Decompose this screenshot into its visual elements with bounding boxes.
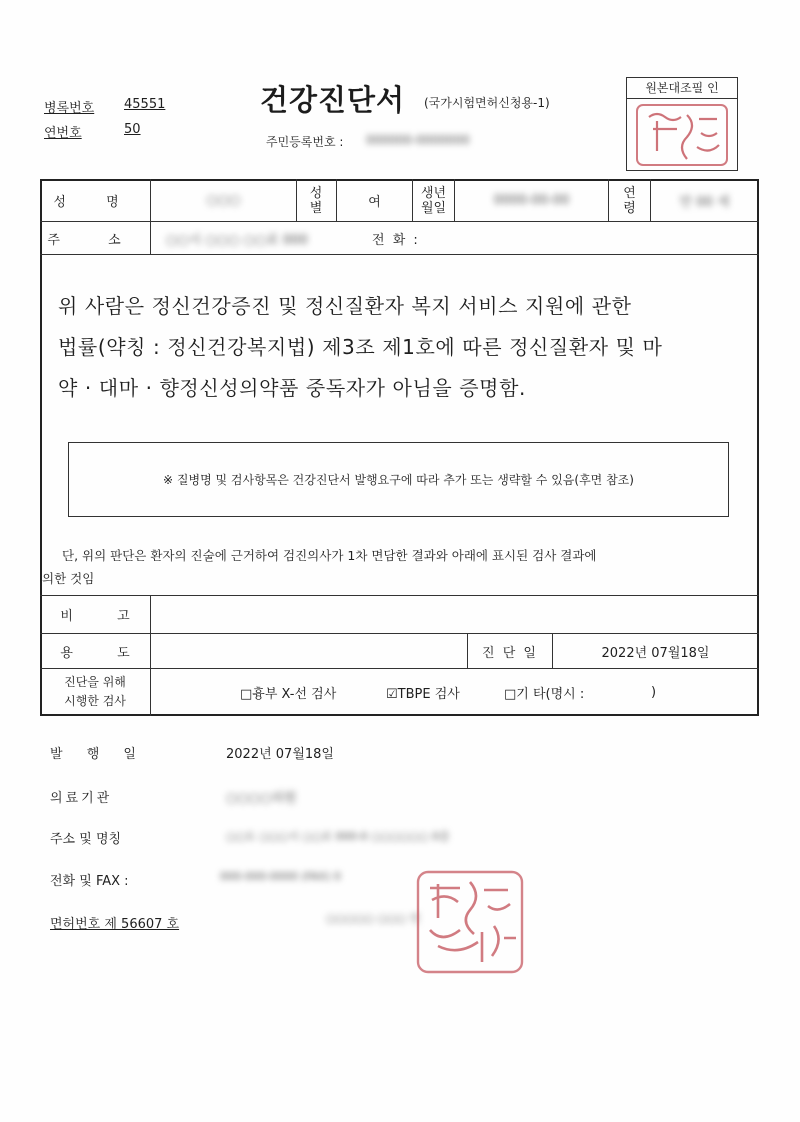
resident-number-value: 000000-0000000 <box>366 133 470 147</box>
original-verified-stamp-box <box>626 77 738 171</box>
license-number: 면허번호 제 56607 호 <box>50 917 180 932</box>
row-divider <box>40 668 759 669</box>
registration-number-label: 병록번호 <box>44 101 95 116</box>
statement-line-1: 위 사람은 정신건강증진 및 정신질환자 복지 서비스 지원에 관한 <box>58 294 632 318</box>
statement-line-2: 법률(약칭 : 정신건강복지법) 제3조 제1호에 따른 정신질환자 및 마 <box>58 335 663 359</box>
address-label: 주 소 <box>47 232 143 248</box>
name-label: 성 명 <box>53 195 137 210</box>
remarks-label: 비 고 <box>60 609 150 624</box>
column-divider <box>150 595 151 716</box>
address-and-name-value: ○○도 ○○○시 ○○로 000-0 ○○○○○○ 0층 <box>226 830 450 843</box>
issue-date-label: 발 행 일 <box>50 747 146 762</box>
phone-label: 전 화 : <box>372 232 420 248</box>
document-subtitle: (국가시험면허신청용-1) <box>424 96 550 110</box>
name-value: ○○○ <box>206 193 241 208</box>
tests-label-line-2: 시행한 검사 <box>64 694 126 708</box>
diagnosis-date-value: 2022년 07월18일 <box>601 645 710 661</box>
medical-institution-label: 의료기관 <box>50 791 113 806</box>
age-label: 연령 <box>623 185 636 216</box>
column-divider <box>296 179 297 221</box>
statement-line-3: 약 · 대마 · 향정신성의약품 중독자가 아님을 증명함. <box>58 376 526 400</box>
serial-number-value: 50 <box>124 122 141 137</box>
sex-label: 성별 <box>309 185 323 216</box>
resident-number-label: 주민등록번호 : <box>266 135 344 149</box>
serial-number-label: 연번호 <box>44 126 82 141</box>
tests-label-line-1: 진단을 위해 <box>64 675 126 689</box>
registration-number-value: 45551 <box>124 97 166 112</box>
purpose-label: 용 도 <box>60 645 150 661</box>
document-title: 건강진단서 <box>260 83 406 117</box>
test-tbpe: ☑TBPE 검사 <box>386 686 460 702</box>
diagnosis-date-label: 진 단 일 <box>482 645 538 661</box>
issue-date-value: 2022년 07월18일 <box>226 747 334 762</box>
original-verified-seal-icon <box>627 99 737 171</box>
certification-statement <box>58 286 758 409</box>
sex-value: 여 <box>368 195 381 210</box>
birth-date-value: 0000-00-00 <box>493 193 570 208</box>
age-value: 만 00 세 <box>679 195 730 210</box>
stamp-box-header: 원본대조필 인 <box>627 78 737 99</box>
test-other: □기 타(명시 : <box>504 686 585 702</box>
note-box <box>68 442 729 517</box>
disclaimer-line-1: 단, 위의 판단은 환자의 진술에 근거하여 검진의사가 1차 면담한 결과와 아래에 표시된 검사 결과에 <box>62 548 597 563</box>
disclaimer-line-2: 의한 것임 <box>42 571 95 586</box>
medical-institution-value: ○○○○의원 <box>226 791 297 806</box>
tests-performed-label <box>40 670 150 716</box>
phone-fax-label: 전화 및 FAX : <box>50 874 129 889</box>
doctor-name: ○○○○○ ○○○ 인 <box>326 912 421 925</box>
row-divider <box>40 254 759 255</box>
note-text: ※ 질병명 및 검사항목은 건강진단서 발행요구에 따라 추가 또는 생략할 수 있음(후면 참조) <box>163 473 634 487</box>
doctor-seal-icon <box>408 860 532 980</box>
phone-fax-value: 000-000-0000 (FAX) 0 <box>220 870 341 883</box>
disclaimer <box>42 544 756 590</box>
address-and-name-label: 주소 및 명칭 <box>50 832 122 847</box>
address-value: ○○시 ○○○ ○○로 000 <box>166 232 308 248</box>
test-other-close: ) <box>651 684 657 700</box>
birth-date-label: 생년월일 <box>420 185 447 216</box>
test-chest-xray: □흉부 X-선 검사 <box>240 686 337 702</box>
